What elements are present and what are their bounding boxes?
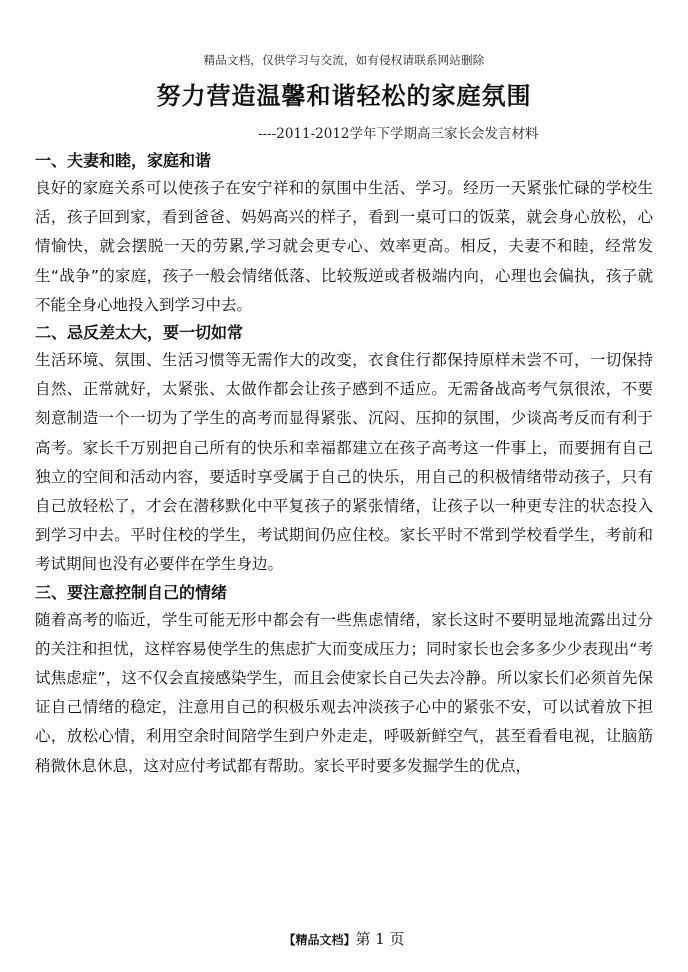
section-heading-3: 三、要注意控制自己的情绪 bbox=[35, 582, 228, 602]
section-paragraph-1: 良好的家庭关系可以使孩子在安宁祥和的氛围中生活、学习。经历一天紧张忙碌的学校生活，孩子回到家，看到爸爸、妈妈高兴的样子，看到一桌可口的饭菜，就会身心放松，心情愉快，就会摆脱一天的劳累,学习就会更专心、效率更高。相反，夫妻不和睦，经常发生“战争”的家庭，孩子一般会情绪低落、比较叛逆或者极端内向，心理也会偏执，孩子就不能全身心地投入到学习中去。 bbox=[35, 179, 653, 314]
footer-tag: 【精品文档】 bbox=[283, 933, 356, 947]
watermark-notice: 精品文档，仅供学习与交流，如有侵权请联系网站删除 bbox=[203, 53, 485, 67]
section-paragraph-2: 生活环境、氛围、生活习惯等无需作大的改变，衣食住行都保持原样未尝不可，一切保持自然、正常就好，太紧张、太做作都会让孩子感到不适应。无需备战高考气氛很浓，不要刻意制造一个一切为了学生的高考而显得紧张、沉闷、压抑的氛围，少谈高考反而有利于高考。家长千万别把自己所有的快乐和幸福都建立在孩子高考这一件事上，而要拥有自己独立的空间和活动内容，要适时享受属于自己的快乐，用自己的积极情绪带动孩子，只有自己放轻松了，才会在潜移默化中平复孩子的紧张情绪，让孩子以一种更专注的状态投入到学习中去。平时住校的学生，考试期间仍应住校。家长平时不常到学校看学生，考前和考试期间也没有必要伴在学生身边。 bbox=[35, 351, 653, 574]
section-paragraph-3: 随着高考的临近，学生可能无形中都会有一些焦虑情绪，家长这时不要明显地流露出过分的关注和担忧，这样容易使学生的焦虑扩大而变成压力；同时家长也会多多少少表现出“考试焦虑症”，这不仅会直接感染学生，而且会使家长自己失去冷静。所以家长们必须首先保证自己情绪的稳定，注意用自己的积极乐观去冲淡孩子心中的紧张不安，可以试着放下担心，放松心情，利用空余时间陪学生到户外走走，呼吸新鲜空气，甚至看看电视，让脑筋稍微休息休息，这对应付考试都有帮助。家长平时要多发掘学生的优点， bbox=[35, 610, 653, 775]
page-footer bbox=[0, 928, 688, 949]
document-subtitle: ----2011-2012学年下学期高三家长会发言材料 bbox=[258, 126, 539, 142]
section-heading-2: 二、忌反差太大，要一切如常 bbox=[35, 323, 244, 343]
section-heading-1: 一、夫妻和睦，家庭和谐 bbox=[35, 151, 212, 170]
page-number: 第 1 页 bbox=[355, 930, 405, 948]
document-title: 努力营造温馨和谐轻松的家庭氛围 bbox=[156, 81, 532, 110]
document-body bbox=[35, 148, 653, 781]
